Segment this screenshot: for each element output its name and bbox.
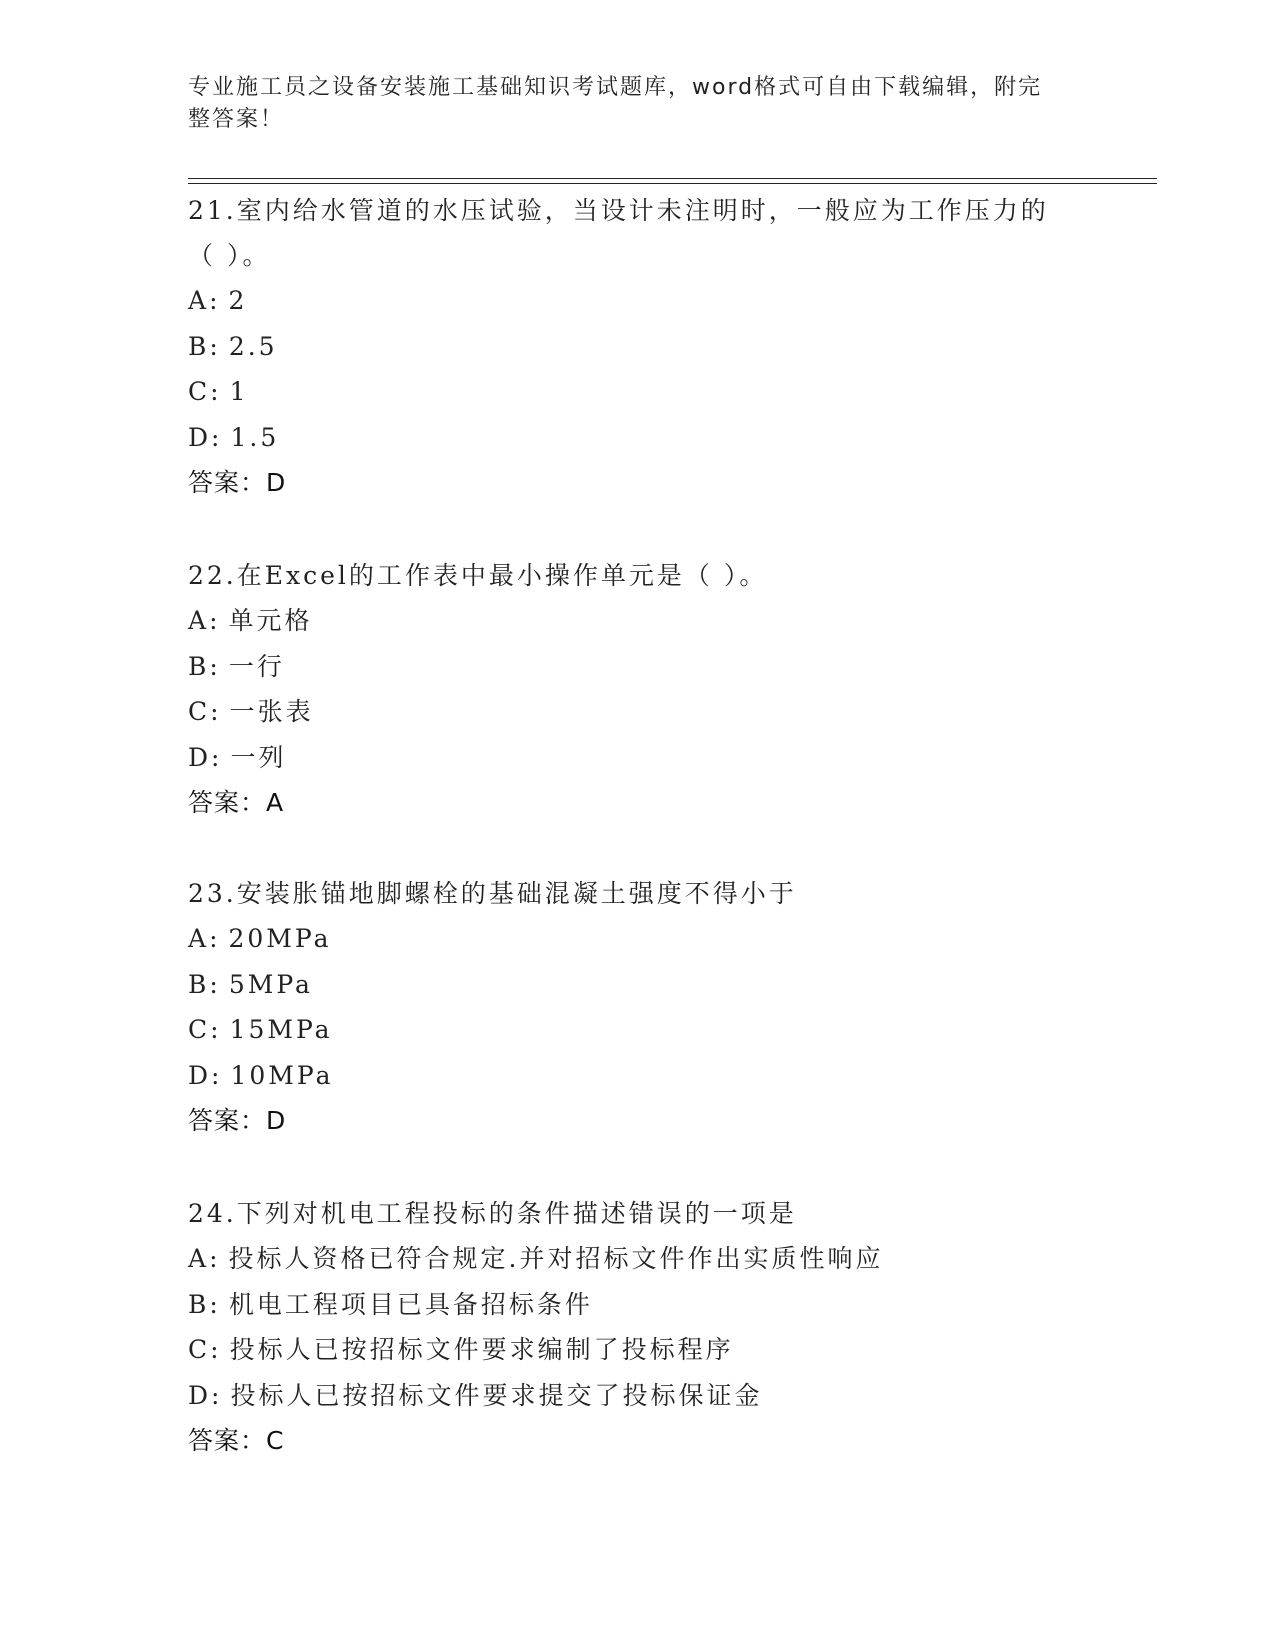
option-text: 投标人已按招标文件要求提交了投标保证金 [230,1380,763,1410]
option-separator: : [209,1289,221,1319]
option-letter: D [188,1060,212,1090]
option-separator: : [210,377,222,406]
option-letter: C [188,1335,211,1364]
answer-label: 答案：C [188,1426,285,1455]
option-a [188,916,1088,962]
option-letter: B [188,1289,210,1319]
option-letter: B [188,969,210,999]
answer-label: 答案：A [188,788,285,817]
option-separator: : [211,422,223,452]
option-letter: C [188,697,211,726]
option-c [188,369,1088,415]
option-b [188,644,1088,690]
question-stem: 23.安装胀锚地脚螺栓的基础混凝土强度不得小于 [188,879,797,908]
option-text: 一张表 [229,697,314,726]
option-letter: C [188,377,211,406]
option-separator: : [211,1380,223,1410]
option-separator: : [209,969,221,999]
option-c [188,689,1088,735]
answer-label: 答案：D [188,468,287,497]
question-22 [188,553,1088,825]
option-separator: : [209,1244,221,1273]
option-a [188,598,1088,644]
option-c [188,1007,1088,1053]
option-text: 一行 [228,651,285,681]
option-text: 2 [228,286,248,315]
question-23 [188,871,1088,1143]
option-letter: B [188,651,210,681]
option-text: 单元格 [228,606,313,635]
question-21 [188,188,1088,505]
answer-label: 答案：D [188,1106,287,1135]
option-separator: : [209,606,221,635]
option-b [188,1282,1088,1328]
option-text: 投标人资格已符合规定.并对招标文件作出实质性响应 [228,1244,884,1273]
option-a [188,1236,1088,1282]
document-header [188,72,1088,136]
option-letter: A [188,286,210,315]
header-line-2: 整答案！ [188,107,285,132]
option-separator: : [209,331,221,361]
option-text: 15MPa [229,1015,333,1044]
option-separator: : [210,697,222,726]
option-separator: : [209,924,221,953]
option-letter: A [188,606,210,635]
option-c [188,1327,1088,1373]
header-divider-bottom [188,183,1157,184]
option-letter: A [188,924,210,953]
option-separator: : [211,742,223,772]
option-separator: : [211,1060,223,1090]
option-letter: D [188,1380,212,1410]
question-stem-continued: （ ）。 [188,241,271,270]
option-letter: C [188,1015,211,1044]
option-b [188,324,1088,370]
option-text: 20MPa [228,924,332,953]
option-separator: : [209,286,221,315]
option-letter: A [188,1244,210,1273]
option-text: 5MPa [228,969,313,999]
option-letter: D [188,422,212,452]
option-d [188,1373,1088,1419]
option-a [188,278,1088,324]
option-text: 一列 [230,742,287,772]
question-stem: 21.室内给水管道的水压试验，当设计未注明时，一般应为工作压力的 [188,196,1049,225]
question-24 [188,1191,1088,1463]
option-d [188,735,1088,781]
option-d [188,415,1088,461]
question-stem: 22.在Excel的工作表中最小操作单元是（ ）。 [188,561,768,590]
option-text: 机电工程项目已具备招标条件 [228,1289,593,1319]
option-letter: D [188,742,212,772]
option-text: 1 [229,377,249,406]
option-letter: B [188,331,210,361]
header-line-1: 专业施工员之设备安装施工基础知识考试题库，word格式可自由下载编辑，附完 [188,75,1043,100]
question-stem: 24.下列对机电工程投标的条件描述错误的一项是 [188,1199,797,1228]
option-text: 投标人已按招标文件要求编制了投标程序 [229,1335,734,1364]
option-b [188,962,1088,1008]
option-text: 10MPa [230,1060,334,1090]
header-divider-top [188,178,1157,179]
option-text: 1.5 [230,422,280,452]
option-text: 2.5 [228,331,278,361]
option-separator: : [210,1015,222,1044]
option-separator: : [209,651,221,681]
option-d [188,1053,1088,1099]
option-separator: : [210,1335,222,1364]
